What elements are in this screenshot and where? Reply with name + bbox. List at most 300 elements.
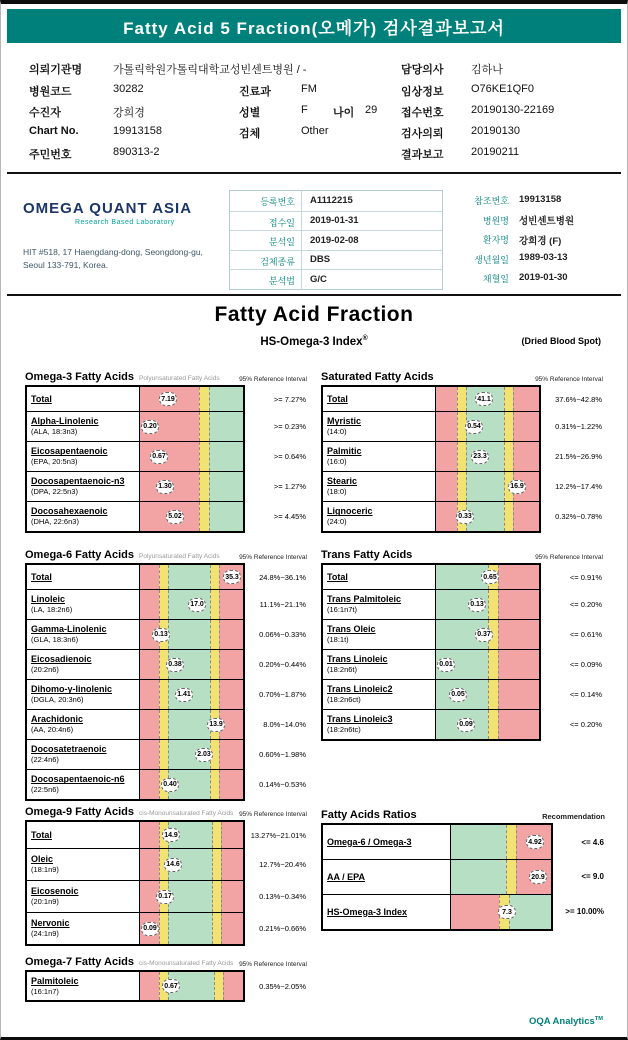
patient-name-label: 수진자 xyxy=(29,107,61,119)
analyte-label xyxy=(323,650,436,679)
reference-value: <= 0.14% xyxy=(569,689,602,699)
table-row xyxy=(27,619,243,649)
table-row xyxy=(323,411,539,441)
table-row xyxy=(323,679,539,709)
analyte-label xyxy=(27,972,140,1000)
org-label: 의뢰기관명 xyxy=(29,64,83,76)
reference-column xyxy=(245,972,307,1002)
range-zone-green xyxy=(436,565,488,589)
lab-registration-table xyxy=(229,190,443,290)
analyte-name: AA / EPA xyxy=(327,871,366,882)
range-zone-yellow xyxy=(159,590,168,619)
reference-column xyxy=(245,822,307,946)
lab-field-label: 생년월일 xyxy=(474,254,509,265)
lab-table-row xyxy=(459,268,611,288)
patient-name-value: 강희경 xyxy=(113,107,145,119)
lab-table-row xyxy=(230,191,442,211)
lab-field-value: DBS xyxy=(310,254,331,265)
lab-patient-table xyxy=(459,190,611,288)
analyte-label xyxy=(27,770,140,799)
report-banner-title: Fatty Acid 5 Fraction(오메가) 검사결과보고서 xyxy=(123,18,505,38)
section-body xyxy=(25,385,307,533)
analyte-code: (DGLA, 20:3n6) xyxy=(31,695,84,705)
analyte-label xyxy=(323,387,436,411)
analyte-code: (24:1n9) xyxy=(31,929,59,939)
value-marker: 0.20 xyxy=(141,420,159,434)
section-title: Omega-9 Fatty Acids xyxy=(25,806,135,818)
range-zone-pink xyxy=(498,710,539,739)
table-row xyxy=(27,848,243,880)
analyte-name: Trans Linoleic2 xyxy=(327,684,393,695)
section-header xyxy=(321,545,603,561)
table-row xyxy=(323,859,551,894)
value-marker: 17.0 xyxy=(188,598,206,612)
analyte-label xyxy=(27,822,140,848)
table-row xyxy=(27,471,243,501)
range-chart xyxy=(140,502,243,531)
section-body xyxy=(321,563,603,741)
analyte-code: (EPA, 20:5n3) xyxy=(31,457,78,467)
hs-omega3-index-text: HS-Omega-3 Index xyxy=(260,335,363,348)
range-chart xyxy=(436,502,539,531)
section-omega7 xyxy=(25,952,307,1002)
table-row xyxy=(323,825,551,859)
range-zone-yellow xyxy=(506,860,516,894)
value-marker: 0.13 xyxy=(468,598,486,612)
analyte-label xyxy=(27,565,140,589)
range-zone-yellow xyxy=(488,650,498,679)
range-chart xyxy=(436,620,539,649)
analyte-code: (ALA, 18:3n3) xyxy=(31,427,78,437)
analyte-label xyxy=(27,442,140,471)
range-zone-pink xyxy=(140,442,199,471)
value-marker: 16.9 xyxy=(508,480,526,494)
section-header xyxy=(25,367,307,383)
range-zone-yellow xyxy=(504,442,513,471)
section-title: Saturated Fatty Acids xyxy=(321,371,434,383)
reference-value: 0.20%~0.44% xyxy=(259,659,306,669)
divider-line-top xyxy=(7,172,621,174)
footer-brand-text: OQA Analytics xyxy=(528,1016,595,1028)
chart-no-value: 19913158 xyxy=(113,125,162,137)
range-zone-pink xyxy=(221,849,243,880)
range-chart xyxy=(140,620,243,649)
value-marker: 0.33 xyxy=(456,510,474,524)
section-title: Fatty Acids Ratios xyxy=(321,809,417,821)
range-chart xyxy=(436,650,539,679)
lab-table-row xyxy=(230,250,442,270)
reference-value: 0.14%~0.53% xyxy=(259,779,306,789)
section-body xyxy=(25,563,307,801)
lab-address-line1: HIT #518, 17 Haengdang-dong, Seongdong-gu, xyxy=(23,247,203,257)
range-chart xyxy=(436,710,539,739)
range-zone-yellow xyxy=(504,502,513,531)
range-chart xyxy=(140,472,243,501)
lab-table-row xyxy=(230,211,442,231)
range-zone-yellow xyxy=(159,740,168,769)
receipt-no-value: 20190130-22169 xyxy=(471,104,555,116)
report-date-label: 결과보고 xyxy=(401,149,444,161)
lab-table-row xyxy=(459,229,611,249)
analyte-label xyxy=(323,825,451,859)
analyte-name: HS-Omega-3 Index xyxy=(327,906,408,917)
lab-field-label: 접수일 xyxy=(230,212,302,231)
lab-field-value: G/C xyxy=(310,273,327,285)
sex-label: 성별 xyxy=(239,107,261,119)
section-header xyxy=(25,802,307,818)
range-zone-yellow xyxy=(210,650,219,679)
range-zone-yellow xyxy=(199,442,209,471)
range-zone-yellow xyxy=(212,822,221,848)
range-chart xyxy=(451,825,551,859)
lab-field-value: 2019-02-08 xyxy=(310,234,359,246)
clinical-info-value: O76KE1QF0 xyxy=(471,83,534,95)
range-chart xyxy=(436,387,539,411)
range-zone-yellow xyxy=(159,565,168,589)
reference-value: >= 1.27% xyxy=(273,481,306,491)
section-body xyxy=(321,823,605,931)
lab-field-label: 병원명 xyxy=(482,215,509,226)
range-zone-pink xyxy=(219,740,243,769)
analyte-label xyxy=(323,710,436,739)
section-header xyxy=(25,545,307,561)
value-marker: 4.92 xyxy=(526,835,544,849)
section-omega6 xyxy=(25,545,307,801)
table-row xyxy=(27,411,243,441)
range-zone-green xyxy=(168,620,210,649)
lab-field-label: 분석법 xyxy=(230,270,302,289)
reference-value: <= 0.91% xyxy=(569,572,602,582)
range-zone-pink xyxy=(219,590,243,619)
range-zone-yellow xyxy=(159,680,168,709)
table-row xyxy=(323,471,539,501)
analyte-label xyxy=(27,740,140,769)
results-table xyxy=(25,820,245,946)
value-marker: 0.13 xyxy=(152,628,170,642)
analyte-code: (18:0) xyxy=(327,487,347,497)
table-row xyxy=(323,709,539,739)
results-table xyxy=(321,823,553,931)
reference-header: Recommendation xyxy=(542,812,605,821)
range-zone-green xyxy=(451,825,506,859)
table-row xyxy=(27,589,243,619)
table-row xyxy=(27,769,243,799)
value-marker: 0.54 xyxy=(465,420,483,434)
analyte-name: Docosapentaenoic-n3 xyxy=(31,476,125,487)
section-header xyxy=(321,805,605,821)
reference-value: >= 7.27% xyxy=(273,394,306,404)
footer-brand xyxy=(529,1016,603,1027)
value-marker: 0.09 xyxy=(457,718,475,732)
analyte-name: Eicosapentaenoic xyxy=(31,446,108,457)
table-row xyxy=(323,441,539,471)
analyte-name: Trans Oleic xyxy=(327,624,376,635)
range-zone-green xyxy=(168,881,212,912)
section-saturated xyxy=(321,367,603,533)
reference-value: 13.27%~21.01% xyxy=(250,830,306,840)
reference-column xyxy=(541,387,603,533)
age-label: 나이 xyxy=(333,107,355,119)
analyte-name: Eicosenoic xyxy=(31,886,79,897)
registered-mark: ® xyxy=(362,335,368,342)
results-table xyxy=(25,563,245,801)
range-zone-pink xyxy=(219,650,243,679)
analyte-name: Myristic xyxy=(327,416,362,427)
lab-table-row xyxy=(459,190,611,210)
table-row xyxy=(27,679,243,709)
range-zone-pink xyxy=(513,442,539,471)
reference-value: 0.35%~2.05% xyxy=(259,981,306,991)
section-subtitle: cis-Monounsaturated Fatty Acids xyxy=(139,810,234,817)
lab-field-label: 검체종류 xyxy=(230,251,302,270)
lab-field-value: 2019-01-30 xyxy=(519,271,568,283)
range-zone-yellow xyxy=(210,565,219,589)
report-date-value: 20190211 xyxy=(471,146,520,158)
range-zone-green xyxy=(209,502,243,531)
analyte-name: Trans Linoleic xyxy=(327,654,388,665)
analyte-name: Gamma-Linolenic xyxy=(31,624,107,635)
table-row xyxy=(323,894,551,929)
reference-value: >= 0.64% xyxy=(273,451,306,461)
lab-table-row xyxy=(459,210,611,230)
analyte-label xyxy=(27,680,140,709)
analyte-code: (16:1n7) xyxy=(31,986,59,996)
range-zone-pink xyxy=(140,740,159,769)
reference-value: 12.7%~20.4% xyxy=(259,859,306,869)
analyte-name: Lignoceric xyxy=(327,506,373,517)
reference-header: 95% Reference Interval xyxy=(535,376,603,383)
table-row xyxy=(27,709,243,739)
range-zone-yellow xyxy=(212,881,221,912)
analyte-label xyxy=(323,680,436,709)
analyte-code: (18:2n6tc) xyxy=(327,725,361,735)
value-marker: 0.67 xyxy=(162,979,180,993)
hospital-code-value: 30282 xyxy=(113,83,144,95)
results-table xyxy=(321,385,541,533)
analyte-code: (AA, 20:4n6) xyxy=(31,725,74,735)
table-row xyxy=(27,501,243,531)
analyte-label xyxy=(27,913,140,944)
analyte-label xyxy=(323,502,436,531)
table-row xyxy=(27,441,243,471)
reference-value: 0.21%~0.66% xyxy=(259,923,306,933)
analyte-code: (24:0) xyxy=(327,517,347,527)
table-row xyxy=(27,822,243,848)
section-body xyxy=(25,820,307,946)
analyte-label xyxy=(27,502,140,531)
reference-value: 0.70%~1.87% xyxy=(259,689,306,699)
range-zone-pink xyxy=(436,412,457,441)
analyte-code: (18:1n9) xyxy=(31,865,59,875)
reference-value: >= 10.00% xyxy=(565,907,604,916)
range-chart xyxy=(140,913,243,944)
analyte-label xyxy=(323,860,451,894)
analyte-label xyxy=(27,590,140,619)
reference-value: 0.32%~0.78% xyxy=(555,511,602,521)
clinical-info-label: 임상정보 xyxy=(401,86,444,98)
reference-column xyxy=(245,565,307,801)
section-subtitle: Polyunsaturated Fatty Acids xyxy=(139,375,220,382)
analyte-label xyxy=(323,565,436,589)
reference-value: 0.60%~1.98% xyxy=(259,749,306,759)
reference-column xyxy=(245,387,307,533)
range-zone-pink xyxy=(498,590,539,619)
section-title: Omega-7 Fatty Acids xyxy=(25,956,135,968)
trademark-mark: TM xyxy=(594,1016,603,1022)
range-zone-yellow xyxy=(210,680,219,709)
range-zone-pink xyxy=(140,680,159,709)
analyte-name: Alpha-Linolenic xyxy=(31,416,99,427)
range-zone-yellow xyxy=(214,972,223,1000)
lab-field-label: 환자명 xyxy=(482,235,509,245)
logo-tagline: Research Based Laboratory xyxy=(75,219,175,226)
analyte-name: Linoleic xyxy=(31,594,66,605)
range-zone-pink xyxy=(436,387,457,411)
range-chart xyxy=(140,565,243,589)
section-subtitle: cis-Monounsaturated Fatty Acids xyxy=(139,960,234,967)
range-zone-pink xyxy=(140,972,159,1000)
reference-header: 95% Reference Interval xyxy=(239,961,307,968)
analyte-name: Total xyxy=(31,571,52,582)
value-marker: 13.9 xyxy=(207,718,225,732)
lab-field-label: 등록번호 xyxy=(230,191,302,211)
range-zone-pink xyxy=(140,590,159,619)
range-chart xyxy=(140,881,243,912)
range-zone-pink xyxy=(140,565,159,589)
range-zone-pink xyxy=(436,442,457,471)
lab-address-line2: Seoul 133-791, Korea. xyxy=(23,260,109,271)
reference-value: 21.5%~26.9% xyxy=(555,451,602,461)
lab-field-label: 채혈일 xyxy=(482,274,509,284)
request-date-value: 20190130 xyxy=(471,125,520,137)
analyte-label xyxy=(323,472,436,501)
reference-value: 37.6%~42.8% xyxy=(555,394,602,404)
analyte-code: (18:2n6ct) xyxy=(327,695,361,705)
range-zone-pink xyxy=(451,895,499,929)
range-zone-pink xyxy=(219,620,243,649)
value-marker: 0.37 xyxy=(475,628,493,642)
range-zone-pink xyxy=(498,680,539,709)
reference-value: >= 4.45% xyxy=(273,511,306,521)
range-chart xyxy=(436,590,539,619)
range-chart xyxy=(436,565,539,589)
range-zone-pink xyxy=(513,387,539,411)
analyte-label xyxy=(27,650,140,679)
range-zone-yellow xyxy=(457,387,466,411)
range-chart xyxy=(451,860,551,894)
value-marker: 0.67 xyxy=(150,450,168,464)
range-zone-pink xyxy=(219,770,243,799)
analyte-code: (20:1n9) xyxy=(31,897,59,907)
table-row xyxy=(27,565,243,589)
value-marker: 1.30 xyxy=(156,480,174,494)
table-row xyxy=(27,387,243,411)
section-title: Omega-3 Fatty Acids xyxy=(25,371,135,383)
lab-field-value: A1112215 xyxy=(310,194,353,206)
range-zone-pink xyxy=(513,412,539,441)
analyte-code: (14:0) xyxy=(327,427,347,437)
range-zone-yellow xyxy=(199,412,209,441)
range-chart xyxy=(436,680,539,709)
reference-value: 0.13%~0.34% xyxy=(259,891,306,901)
range-zone-pink xyxy=(221,913,243,944)
section-header xyxy=(321,367,603,383)
lab-field-label: 참조번호 xyxy=(474,196,509,206)
reference-value: <= 0.20% xyxy=(569,599,602,609)
report-main-title: Fatty Acid Fraction xyxy=(214,303,414,326)
value-marker: 20.9 xyxy=(529,870,547,884)
analyte-label xyxy=(27,387,140,411)
table-row xyxy=(323,649,539,679)
value-marker: 14.6 xyxy=(164,858,182,872)
range-chart xyxy=(436,442,539,471)
lab-field-value: 19913158 xyxy=(519,193,562,205)
reference-value: 24.8%~36.1% xyxy=(259,572,306,582)
value-marker: 7.3 xyxy=(498,905,516,919)
reference-value: 8.0%~14.0% xyxy=(263,719,306,729)
range-zone-green xyxy=(466,472,504,501)
doctor-value: 김하나 xyxy=(471,64,503,76)
results-table xyxy=(25,970,245,1002)
range-zone-green xyxy=(451,860,506,894)
reference-value: 0.31%~1.22% xyxy=(555,421,602,431)
range-zone-pink xyxy=(223,972,243,1000)
analyte-name: Total xyxy=(31,829,52,840)
analyte-code: (LA, 18:2n6) xyxy=(31,605,73,615)
receipt-no-label: 접수번호 xyxy=(401,107,444,119)
range-zone-yellow xyxy=(199,502,209,531)
analyte-code: (DPA, 22:5n3) xyxy=(31,487,78,497)
jumin-value: 890313-2 xyxy=(113,146,160,158)
range-zone-pink xyxy=(513,502,539,531)
jumin-label: 주민번호 xyxy=(29,149,72,161)
table-row xyxy=(27,739,243,769)
analyte-name: Eicosadienoic xyxy=(31,654,92,665)
reference-value: >= 0.23% xyxy=(273,421,306,431)
analyte-name: Total xyxy=(327,571,348,582)
range-zone-yellow xyxy=(159,913,168,944)
range-chart xyxy=(436,472,539,501)
range-chart xyxy=(140,680,243,709)
value-marker: 0.38 xyxy=(166,658,184,672)
request-date-label: 검사의뢰 xyxy=(401,128,444,140)
analyte-name: Docosapentaenoic-n6 xyxy=(31,774,125,785)
lab-field-value: 2019-01-31 xyxy=(310,215,359,226)
range-zone-yellow xyxy=(506,825,516,859)
range-zone-yellow xyxy=(504,412,513,441)
value-marker: 0.65 xyxy=(481,570,499,584)
analyte-label xyxy=(323,412,436,441)
table-row xyxy=(323,387,539,411)
dried-blood-spot-note: (Dried Blood Spot) xyxy=(521,336,601,346)
lab-table-row xyxy=(459,249,611,269)
omega-quant-asia-logo: OMEGA QUANT ASIA xyxy=(23,200,193,217)
section-title: Trans Fatty Acids xyxy=(321,549,413,561)
lab-field-label: 분석일 xyxy=(230,231,302,250)
section-subtitle: Polyunsaturated Fatty Acids xyxy=(139,553,220,560)
value-marker: 41.1 xyxy=(475,392,493,406)
report-title-banner xyxy=(7,9,621,43)
analyte-code: (22:5n6) xyxy=(31,785,59,795)
range-zone-pink xyxy=(436,472,457,501)
results-table xyxy=(25,385,245,533)
range-zone-pink xyxy=(140,822,159,848)
range-zone-yellow xyxy=(199,387,209,411)
analyte-name: Dihomo-y-linolenic xyxy=(31,684,112,695)
range-zone-pink xyxy=(140,849,159,880)
reference-header: 95% Reference Interval xyxy=(239,811,307,818)
analyte-name: Stearic xyxy=(327,476,358,487)
